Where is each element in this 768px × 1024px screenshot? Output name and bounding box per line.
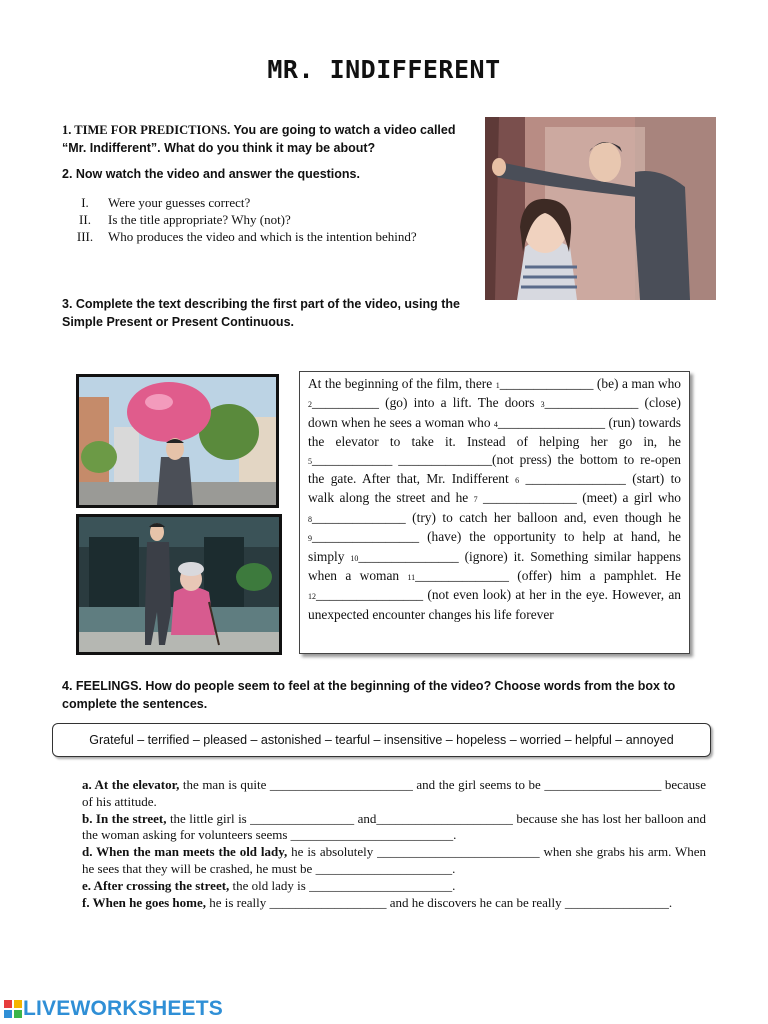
list-item: a. At the elevator, the man is quite ______________________ and the girl seems to be __________________ because of his attitude.: [82, 777, 706, 809]
page-title: MR. INDIFFERENT: [267, 55, 501, 84]
blank-2[interactable]: __________ (go) into a lift. The doors: [312, 395, 541, 411]
sentence-blanks[interactable]: the man is quite ______________________ and the girl seems to be __________________ because of his attitude.: [82, 777, 706, 809]
word-box: Grateful – terrified – pleased – astonished – tearful – insensitive – hopeless – worried – helpful – annoyed: [52, 723, 711, 757]
blank-8[interactable]: ______________ (try) to catch her balloon and, even though he: [312, 509, 681, 525]
blank-11[interactable]: ______________ (offer) him a pamphlet. He: [415, 568, 681, 584]
section-2-heading: 2. Now watch the video and answer the questions.: [62, 167, 360, 181]
list-item: I. Were your guesses correct?: [81, 195, 251, 210]
fill-in-passage: [299, 371, 690, 654]
blank-7[interactable]: ______________ (meet) a girl who: [477, 490, 681, 506]
logo-mark-icon: [4, 1000, 22, 1018]
passage-text: At the beginning of the film, there 1______________ (be) a man who 2__________ (go) into a lift. The doors 3______________ (close) down when he sees a woman who 4________________ (run) towards the elevator to take it. Instead of helping her go in, he 5____________ ______________(not press) the bottom to re-open the gate. After that, Mr. Indifferent 6 _______________ (start) to walk along the street and he 7 ______________ (meet) a girl who 8______________ (try) to catch her balloon and, even though he 9________________ (have) the opportunity to help at hand, he simply 10_______________ (ignore) it. Something similar happens when a woman 11______________ (offer) him a pamphlet. He 12________________ (not even look) at her in the eye. However, an unexpected encounter changes his life forever: [308, 376, 682, 622]
sentence-blanks[interactable]: he is absolutely _________________________ when she grabs his arm. When he sees that they will be crashed, he must be _____________________.: [82, 844, 706, 876]
blank-1[interactable]: ______________ (be) a man who: [499, 376, 681, 391]
blank-3[interactable]: ______________ (close) down when he sees a woman who: [308, 395, 681, 430]
list-item: d. When the man meets the old lady, he is absolutely _________________________ when she grabs his arm. When he sees that they will be crashed, he must be _____________________.: [82, 844, 706, 876]
liveworksheets-logo[interactable]: [4, 997, 223, 1021]
question-list: [62, 194, 417, 245]
list-item: e. After crossing the street, the old lady is ______________________.: [82, 877, 456, 893]
old-lady-scene-image: [76, 514, 282, 655]
blank-12[interactable]: ________________ (not even look) at her in the eye. However, an unexpected encounter changes his life forever: [308, 587, 681, 622]
section-3-heading: 3. Complete the text describing the first part of the video, using the Simple Present or Present Continuous.: [62, 297, 460, 329]
blank-9[interactable]: ________________ (have) the opportunity to help at hand, he simply: [308, 529, 681, 564]
blank-6[interactable]: _______________ (start) to walk along the street and he: [308, 471, 681, 506]
section-1-prompt: [62, 121, 482, 157]
balloon-scene-image: [76, 374, 279, 508]
sentence-blanks[interactable]: he is really __________________ and he discovers he can be really ________________.: [205, 894, 673, 910]
section-4-heading: 4. FEELINGS. How do people seem to feel at the beginning of the video? Choose words from the box to complete the sentences.: [62, 679, 676, 711]
blank-10[interactable]: _______________ (ignore) it. Something similar happens when a woman: [308, 548, 681, 584]
blank-5[interactable]: ____________ ______________(not press) the bottom to re-open the gate. After that, Mr. Indifferent: [308, 451, 681, 487]
sentence-list: [82, 777, 706, 911]
sentence-blanks[interactable]: the old lady is ______________________.: [229, 877, 456, 893]
blank-4[interactable]: ________________ (run) towards the elevator to take it. Instead of helping her go in, he: [308, 414, 682, 450]
section-1-lead: 1. TIME FOR PREDICTIONS.: [62, 123, 231, 137]
list-item: f. When he goes home, he is really __________________ and he discovers he can be really ________________.: [82, 894, 673, 910]
logo-text: LIVEWORKSHEETS: [23, 997, 223, 1020]
elevator-scene-image: [485, 117, 716, 300]
list-item: III. Who produces the video and which is the intention behind?: [76, 229, 417, 244]
section-1-text: You are going to watch a video called “Mr. Indifferent”. What do you think it may be about?: [62, 123, 456, 155]
sentence-blanks[interactable]: the little girl is ________________ and_____________________ because she has lost her balloon and the woman asking for volunteers seems _________________________.: [82, 810, 706, 843]
list-item: II. Is the title appropriate? Why (not)?: [79, 212, 291, 227]
list-item: b. In the street, the little girl is ________________ and_____________________ because she has lost her balloon and the woman asking for volunteers seems _________________________.: [82, 810, 706, 843]
